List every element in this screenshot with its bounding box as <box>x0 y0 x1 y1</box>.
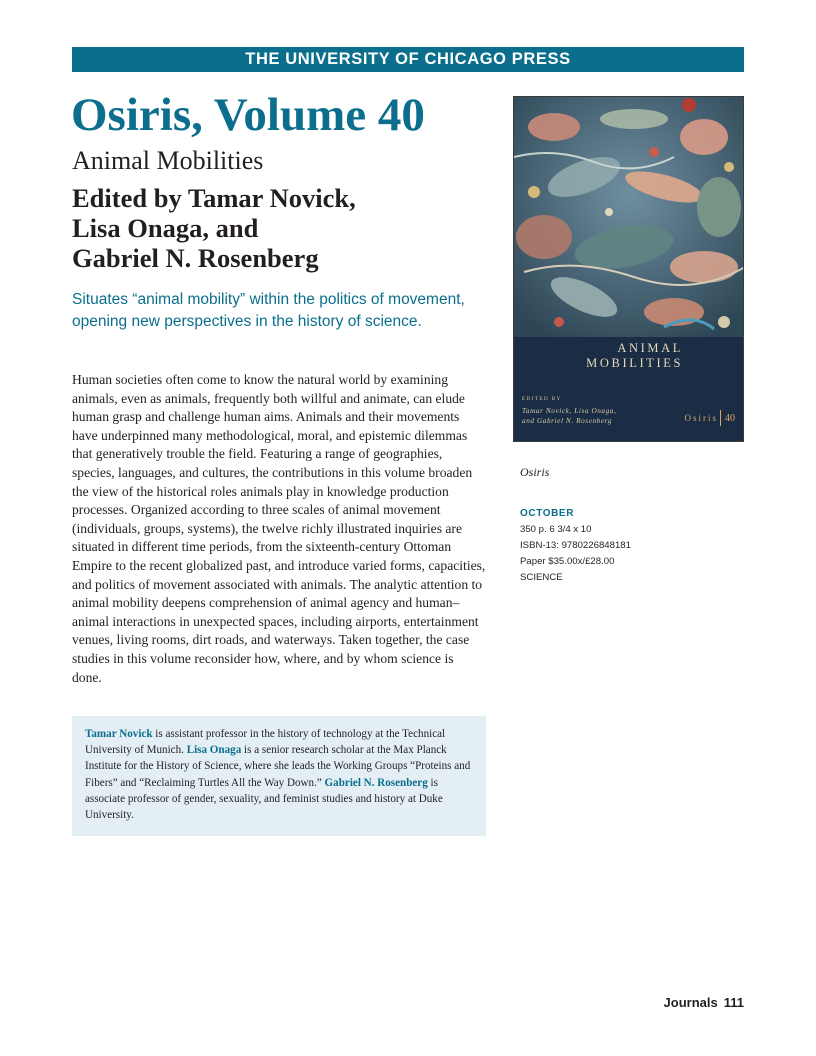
cover-editors-line: and Gabriel N. Rosenberg <box>522 417 612 425</box>
bio-text: is assistant professor in the history of technology at the Technical University of Munich. <box>85 728 446 757</box>
bio-name-rosenberg: Gabriel N. Rosenberg <box>324 776 428 789</box>
book-metadata <box>520 506 744 586</box>
cover-title <box>586 341 683 371</box>
cover-series-mark <box>684 410 735 426</box>
editors-line: Lisa Onaga, and <box>72 213 259 243</box>
page-footer <box>664 995 744 1010</box>
price: Paper $35.00x/£28.00 <box>520 556 615 567</box>
cover-editors-line: Tamar Novick, Lisa Onaga, <box>522 407 617 415</box>
bio-text: is associate professor of gender, sexuality, and feminist studies and history at Duke University. <box>85 776 443 822</box>
bio-name-novick: Tamar Novick <box>85 728 153 740</box>
isbn: ISBN-13: 9780226848181 <box>520 540 631 551</box>
tagline: Situates “animal mobility” within the politics of movement, opening new perspectives in the history of science. <box>72 291 465 330</box>
series-name: Osiris <box>520 465 550 479</box>
book-subtitle: Animal Mobilities <box>72 146 264 175</box>
cover-title-line: ANIMAL <box>617 341 683 355</box>
page-number: 111 <box>723 995 744 1010</box>
cover-title-line: MOBILITIES <box>586 356 683 370</box>
editors-heading <box>72 183 492 273</box>
footer-section: Journals <box>663 995 718 1010</box>
book-cover <box>513 96 744 442</box>
book-description: Human societies often come to know the natural world by examining animals, even as animals, frequently both willful and animate, can elude human grasp and challenge human aims. Animals and their movements have underpinned many methodological, moral, and epistemic dilemmas that generatively trouble the field. Featuring a range of geographies, species, languages, and cultures, the contributions in this volume broaden the view of the historical roles animals play in knowledge production processes. Organized according to three scales of animal movement (individuals, groups, systems), the twelve richly illustrated inquiries are situated in different time periods, from the sixteenth-century Ottoman Empire to the recent globalized past, and introduce varied forms, capacities, and politics of movement associated with animals. The analytic attention to animal mobility deepens comprehension of animal agency and human–animal interactions in unexpected spaces, including airports, entertainment venues, living rooms, dirt roads, and waterways. Taken together, the case studies in this volume reconsider how, where, and by whom science is done. <box>72 372 486 685</box>
editors-line: Edited by Tamar Novick, <box>72 183 356 213</box>
author-bio-box <box>72 716 486 836</box>
cover-series-name: Osiris <box>684 413 718 423</box>
editors-line: Gabriel N. Rosenberg <box>72 243 319 273</box>
book-title: Osiris, Volume 40 <box>71 89 425 141</box>
cover-divider <box>720 410 721 426</box>
bio-name-onaga: Lisa Onaga <box>186 744 242 757</box>
pub-month: OCTOBER <box>520 508 575 519</box>
cover-edited-by: EDITED BY <box>522 397 562 402</box>
cover-editors <box>522 406 652 426</box>
publisher-banner: THE UNIVERSITY OF CHICAGO PRESS <box>72 47 744 72</box>
bio-text: is a senior research scholar at the Max Planck Institute for the History of Science, where she leads the Working Groups “Proteins and Fibers” and “Reclaiming Turtles All the Way Down.” <box>85 744 471 789</box>
subject: SCIENCE <box>520 572 563 583</box>
cover-mosaic-art <box>514 97 744 442</box>
cover-volume: 40 <box>725 412 735 424</box>
page-count: 350 p. 6 3/4 x 10 <box>520 524 592 535</box>
